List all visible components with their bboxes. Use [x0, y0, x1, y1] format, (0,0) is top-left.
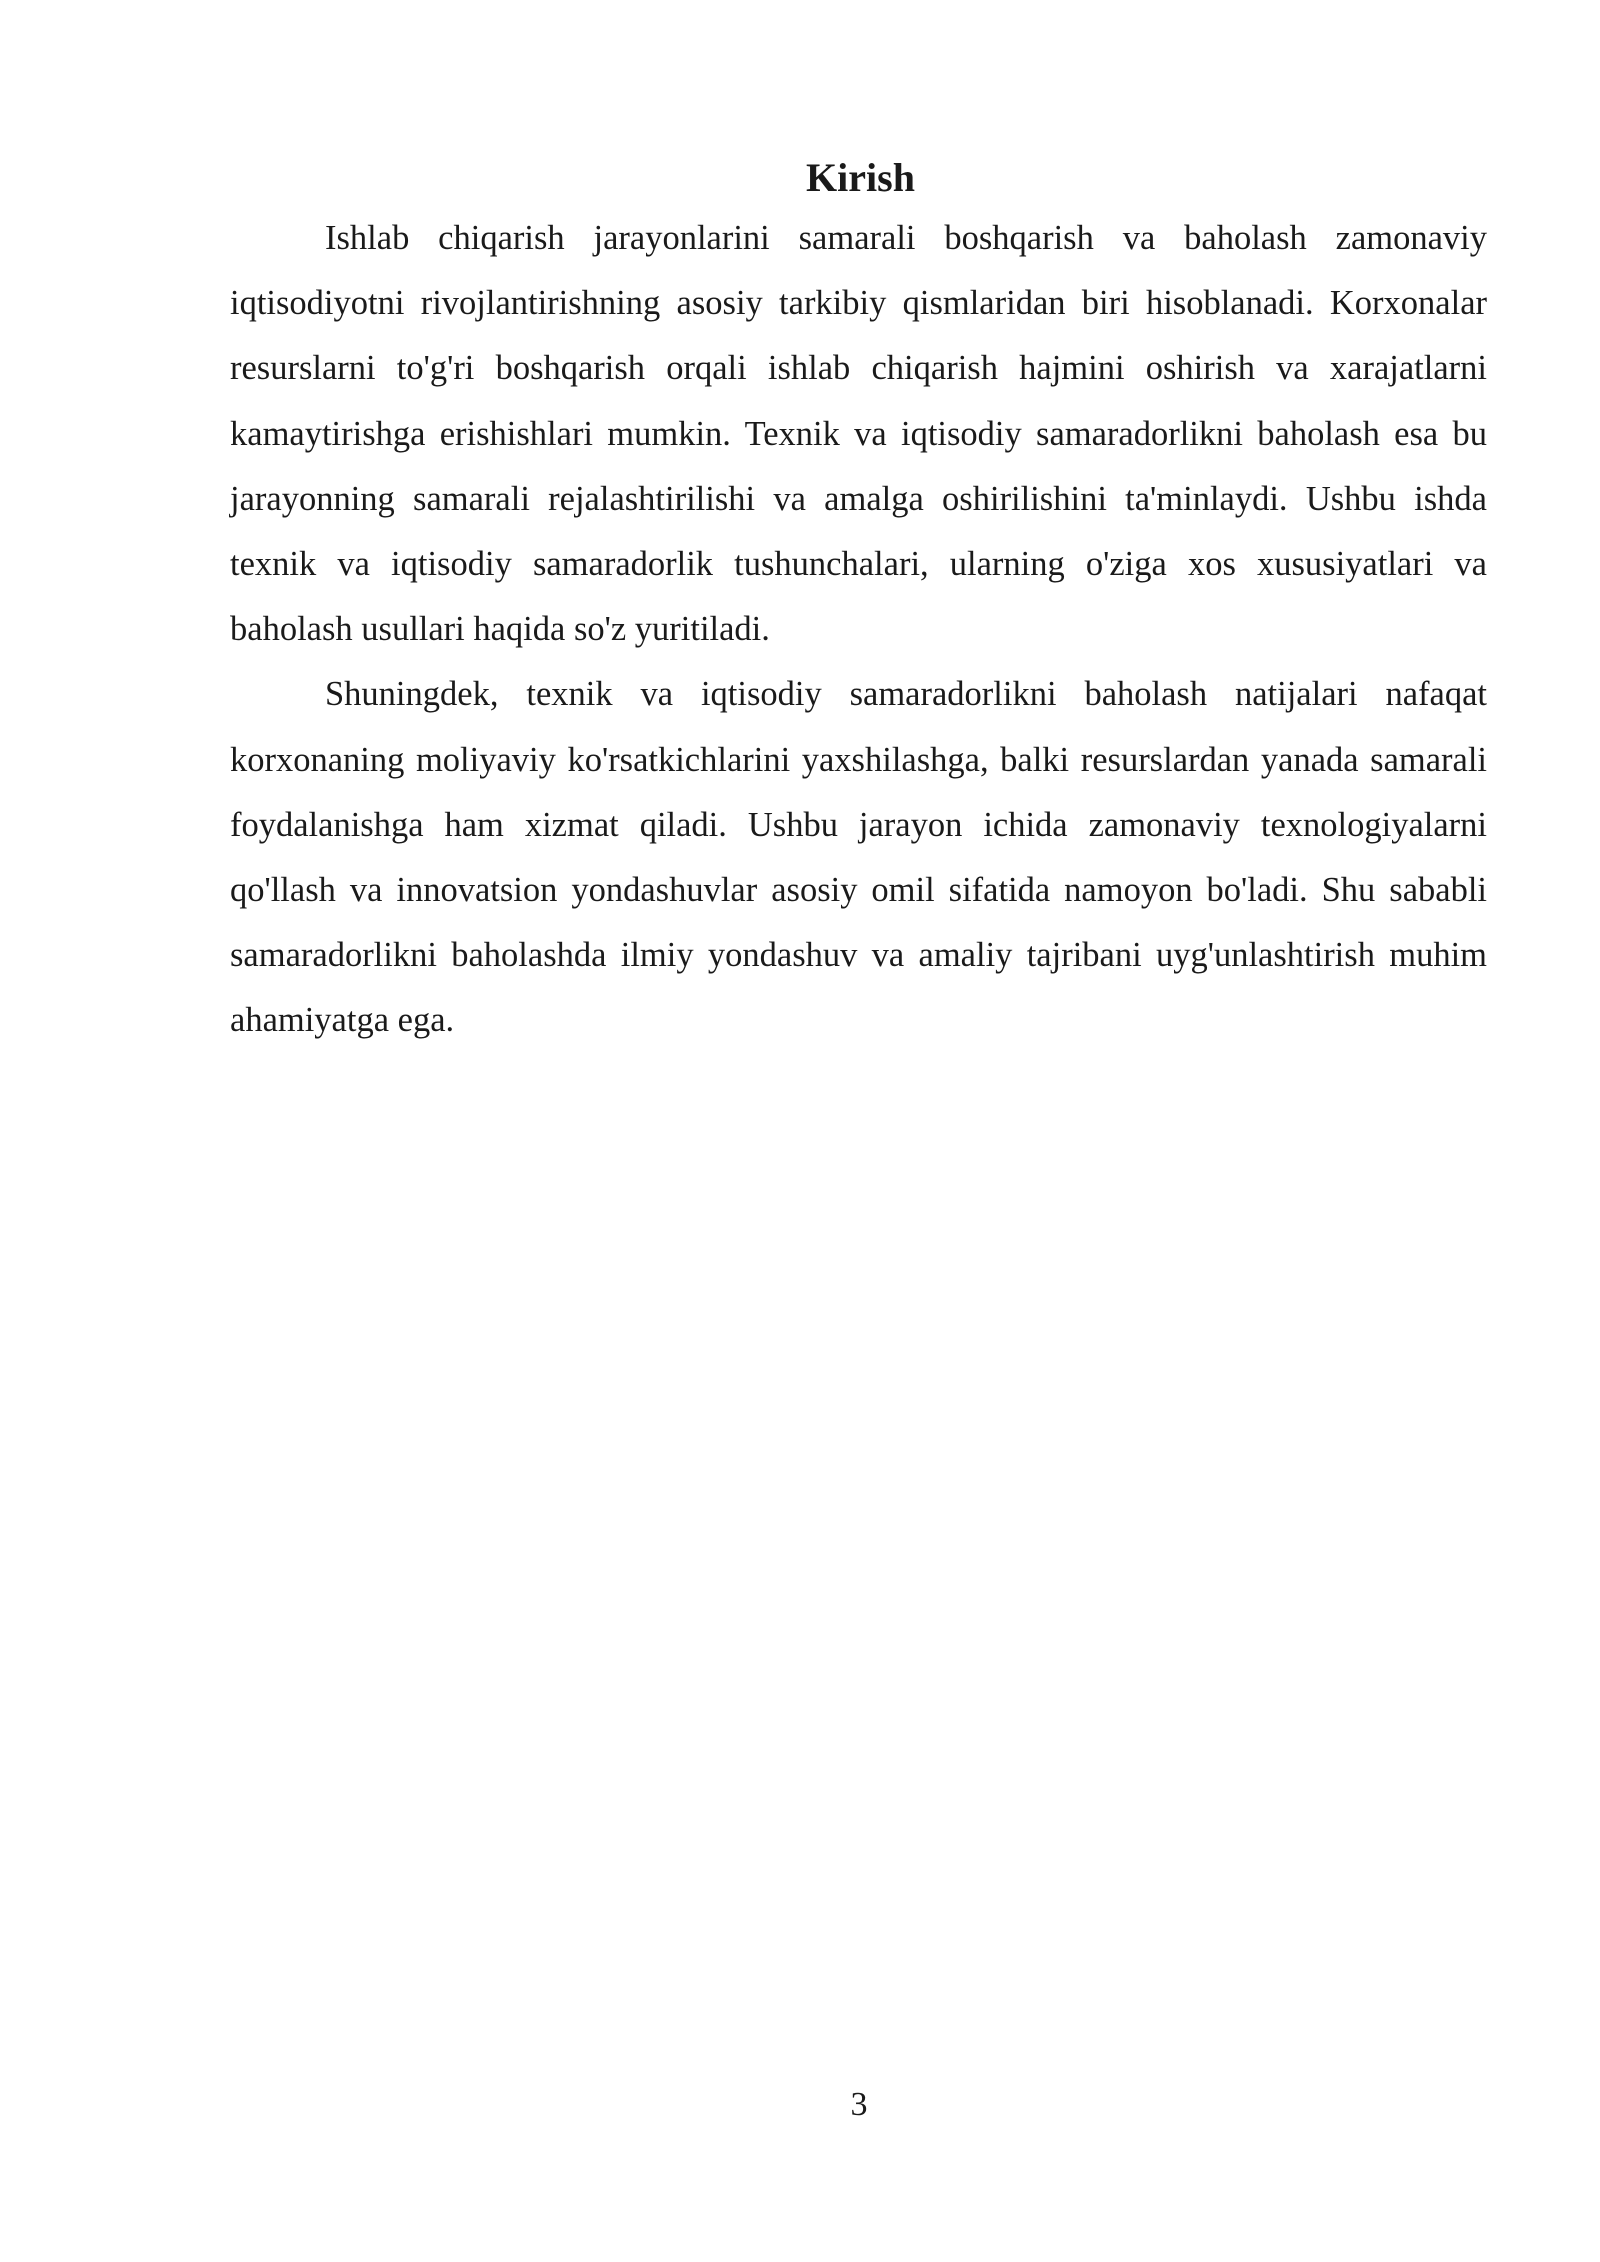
paragraph-intro: Ishlab chiqarish jarayonlarini samarali boshqarish va baholash zamonaviy iqtisodiyotni rivojlantirishning asosiy tarkibiy qismlaridan biri hisoblanadi. Korxonalar resurslarni to'g'ri boshqarish orqali ishlab chiqarish hajmini oshirish va xarajatlarni kamaytirishga erishishlari mumkin. Texnik va iqtisodiy samaradorlikni baholash esa bu jarayonning samarali rejalashtirilishi va amalga oshirilishini ta'minlaydi. Ushbu ishda texnik va iqtisodiy samaradorlik tushunchalari, ularning o'ziga xos xususiyatlari va baholash usullari haqida so'z yuritiladi.	[230, 219, 1487, 649]
page-content	[230, 150, 1487, 1054]
paragraph-continuation: Shuningdek, texnik va iqtisodiy samaradorlikni baholash natijalari nafaqat korxonaning moliyaviy ko'rsatkichlarini yaxshilashga, balki resurslardan yanada samarali foydalanishga ham xizmat qiladi. Ushbu jarayon ichida zamonaviy texnologiyalarni qo'llash va innovatsion yondashuvlar asosiy omil sifatida namoyon bo'ladi. Shu sababli samaradorlikni baholashda ilmiy yondashuv va amaliy tajribani uyg'unlashtirish muhim ahamiyatga ega.	[230, 675, 1487, 1040]
page-number: 3	[850, 2086, 868, 2123]
section-heading: Kirish	[806, 155, 915, 200]
